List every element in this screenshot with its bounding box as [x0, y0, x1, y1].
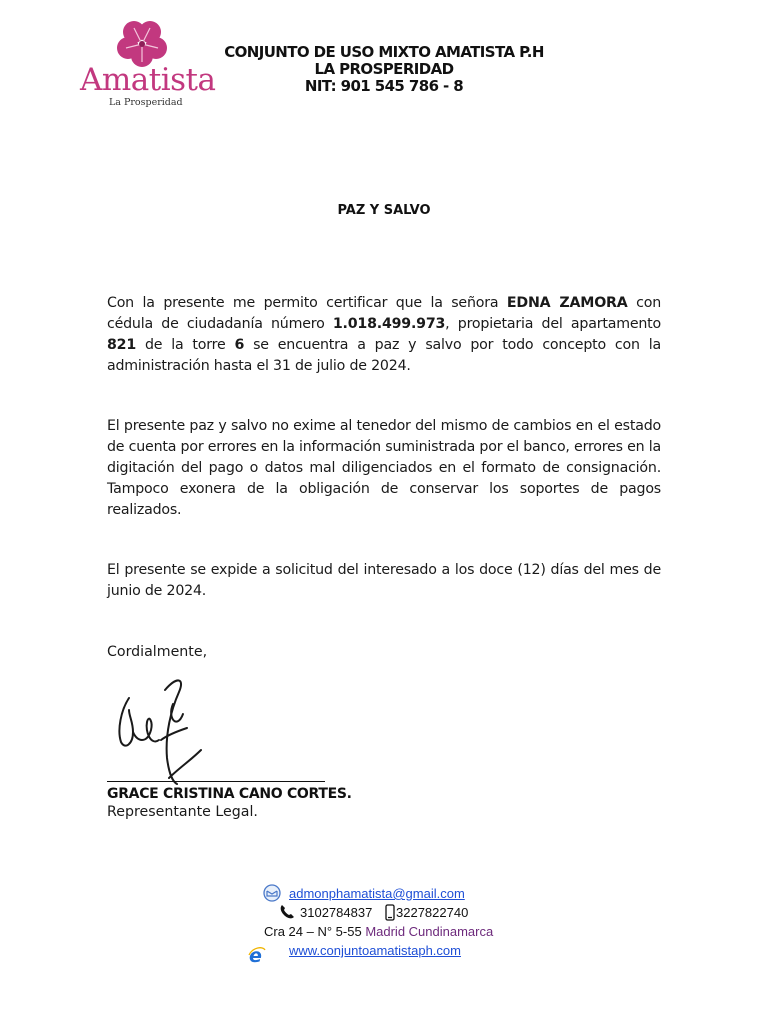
mobile-phone-icon: [383, 904, 397, 922]
signature-line: [107, 781, 325, 782]
street-address: Cra 24 – N° 5-55: [264, 924, 366, 939]
phone-number-2: 3227822740: [396, 905, 469, 920]
letterhead: [200, 44, 568, 95]
p1-text-2: con cédula de ciudadanía número: [107, 295, 661, 332]
city: Madrid Cundinamarca: [365, 924, 494, 939]
document-title: PAZ Y SALVO: [337, 203, 431, 218]
certification-paragraph: [107, 293, 661, 377]
email-link[interactable]: admonphamatista@gmail.com: [289, 886, 465, 901]
p1-text-5: se encuentra a paz y salvo por todo concepto con la administración hasta el 31 de julio de 2024.: [107, 337, 661, 374]
signer-role: Representante Legal.: [107, 804, 258, 820]
organization-name: CONJUNTO DE USO MIXTO AMATISTA P.H: [224, 43, 544, 61]
disclaimer-paragraph: El presente paz y salvo no exime al tenedor del mismo de cambios en el estado de cuenta por errores en la información suministrada por el banco, errores en la digitación del pago o datos mal diligenciados en el formato de consignación. Tampoco exonera de la obligación de conservar los soportes de pagos realizados.: [107, 418, 661, 518]
logo-tagline: La Prosperidad: [109, 97, 183, 108]
apartment-number: 821: [107, 337, 137, 353]
phone-number-1: 3102784837: [300, 905, 373, 920]
svg-text:e: e: [249, 945, 262, 965]
address: [264, 924, 493, 939]
signer-name: GRACE CRISTINA CANO CORTES.: [107, 786, 352, 802]
p1-text-1: Con la presente me permito certificar que la señora: [107, 295, 507, 311]
email-icon: [262, 883, 282, 903]
tower-number: 6: [234, 337, 245, 353]
handwritten-signature: [107, 670, 212, 788]
organization-subtitle: LA PROSPERIDAD: [314, 60, 454, 78]
organization-nit: NIT: 901 545 786 - 8: [304, 77, 464, 95]
logo: [76, 18, 216, 110]
logo-wordmark: Amatista: [80, 62, 216, 98]
issue-date-paragraph: El presente se expide a solicitud del interesado a los doce (12) días del mes de junio de 2024.: [107, 562, 661, 599]
closing-salutation: Cordialmente,: [107, 644, 208, 660]
phone-icon: [278, 903, 296, 921]
website-link[interactable]: www.conjuntoamatistaph.com: [289, 943, 461, 958]
p1-text-4: de la torre: [136, 337, 235, 353]
web-browser-icon: [248, 945, 266, 965]
p1-text-3: , propietaria del apartamento: [445, 316, 661, 332]
id-number: 1.018.499.973: [332, 316, 446, 332]
owner-name: EDNA ZAMORA: [506, 295, 628, 311]
